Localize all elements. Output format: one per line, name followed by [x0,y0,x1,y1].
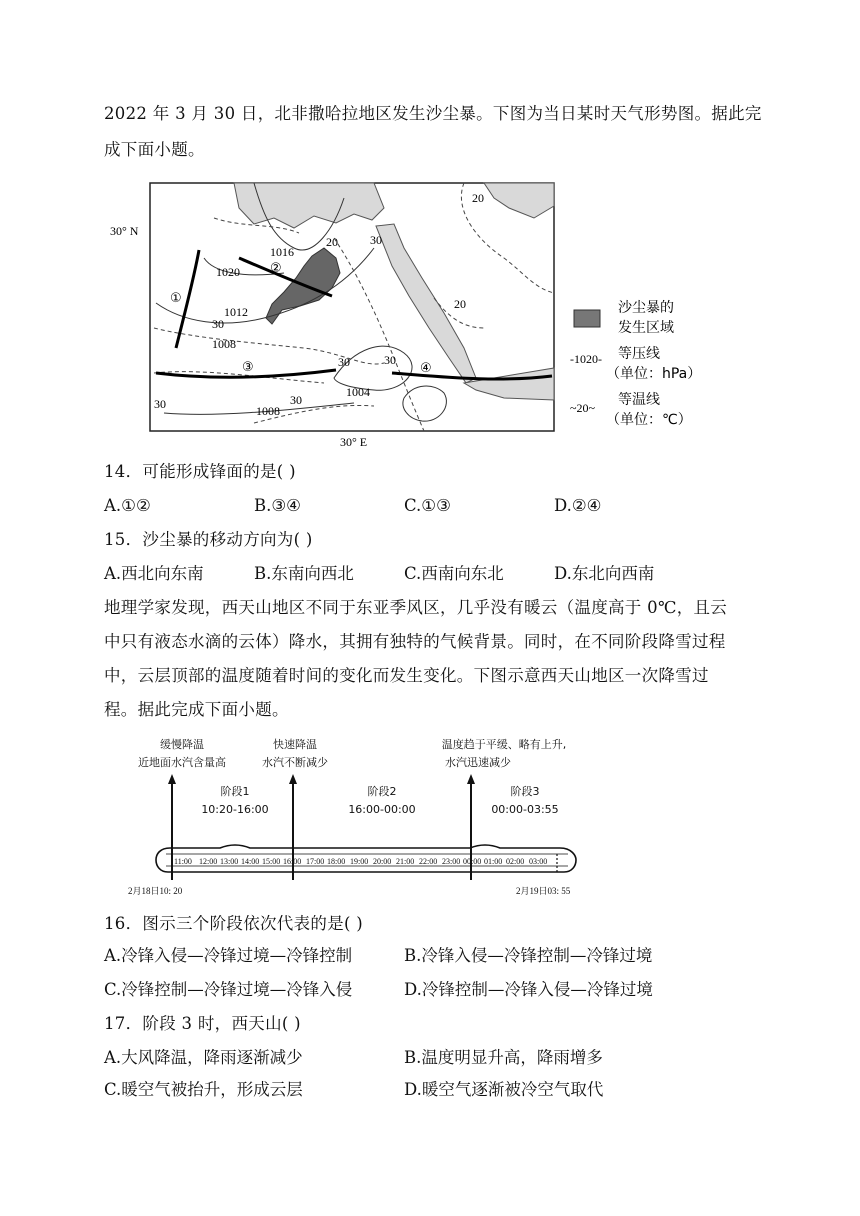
hour-label: 23:00 [442,857,461,866]
isobar-label: 1008 [212,337,236,351]
timeline-start-label: 2月18日10: 20 [128,886,183,896]
arrow-head [467,774,475,784]
stage1-name: 阶段1 [220,785,250,798]
q16-option-b[interactable]: B.冷锋入侵—冷锋控制—冷锋过境 [404,946,653,965]
isotherm-label: 30 [290,393,302,407]
q17-stem: 17．阶段 3 时，西天山( ) [104,1014,301,1033]
note2-line1: 快速降温 [273,738,317,751]
legend-dust-line1: 沙尘暴的 [618,300,674,316]
zone-label-2: ② [270,261,282,276]
q14-option-d[interactable]: D.②④ [554,496,602,515]
isotherm-label: 30 [370,233,382,247]
zone-label-3: ③ [242,360,254,375]
isotherm-label: 30 [384,353,396,367]
isobar-label: 1016 [270,245,294,259]
stage1-time: 10:20-16:00 [201,803,269,816]
note3-line2: 水汽迅速减少 [445,756,511,769]
intro1-line1: 2022 年 3 月 30 日，北非撒哈拉地区发生沙尘暴。下图为当日某时天气形势图。据此完 [104,104,762,123]
stage3-name: 阶段3 [510,785,540,798]
q14-option-b[interactable]: B.③④ [254,496,301,515]
legend-isotherm-line2: （单位：℃） [606,412,692,428]
zone-label-4: ④ [420,361,432,376]
q17-option-d[interactable]: D.暖空气逐渐被冷空气取代 [404,1080,604,1099]
q15-option-b[interactable]: B.东南向西北 [254,564,354,583]
legend-isotherm-line1: 等温线 [618,392,660,408]
hour-label: 03:00 [529,857,548,866]
q16-stem: 16．图示三个阶段依次代表的是( ) [104,914,364,933]
intro2-line3: 中，云层顶部的温度随着时间的变化而发生变化。下图示意西天山地区一次降雪过 [104,666,709,685]
q15-option-d[interactable]: D.东北向西南 [554,564,655,583]
q14-option-a[interactable]: A.①② [104,496,151,515]
weather-map-figure [104,178,724,450]
lon-label: 30° E [340,435,368,449]
isotherm-label: 30 [154,397,166,411]
hour-label: 02:00 [506,857,525,866]
stage2-time: 16:00-00:00 [348,803,416,816]
q15-option-a[interactable]: A.西北向东南 [104,564,204,583]
isotherm-label: 30 [212,317,224,331]
q16-option-c[interactable]: C.冷锋控制—冷锋过境—冷锋入侵 [104,980,353,999]
hour-label: 21:00 [396,857,415,866]
hour-label: 13:00 [220,857,239,866]
note2-line2: 水汽不断减少 [262,756,328,769]
zone-label-1: ① [170,291,182,306]
hour-label: 01:00 [484,857,503,866]
intro2-line1: 地理学家发现，西天山地区不同于东亚季风区，几乎没有暖云（温度高于 0℃，且云 [104,598,728,617]
stage3-time: 00:00-03:55 [491,803,559,816]
lat-label: 30° N [110,224,139,238]
q17-option-c[interactable]: C.暖空气被抬升，形成云层 [104,1080,303,1099]
hour-label: 16:00 [283,857,302,866]
q14-stem: 14．可能形成锋面的是( ) [104,462,296,481]
q17-option-b[interactable]: B.温度明显升高，降雨增多 [404,1048,603,1067]
isobar-label: 1004 [346,385,370,399]
legend-isobar-sample: -1020- [570,352,602,366]
legend-dust-swatch [574,310,600,327]
hour-label: 19:00 [350,857,369,866]
hour-label: 12:00 [199,857,218,866]
hour-label: 11:00 [174,857,192,866]
intro2-line2: 中只有液态水滴的云体）降水，其拥有独特的气候背景。同时，在不同阶段降雪过程 [104,632,726,651]
isotherm-label: 30 [338,355,350,369]
legend-dust-line2: 发生区域 [618,320,674,336]
legend-isobar-line1: 等压线 [618,346,660,362]
q14-option-c[interactable]: C.①③ [404,496,451,515]
hour-label: 18:00 [327,857,346,866]
isotherm-label: 20 [454,297,466,311]
snowfall-timeline-figure [120,730,590,900]
q16-option-d[interactable]: D.冷锋控制—冷锋入侵—冷锋过境 [404,980,653,999]
q15-option-c[interactable]: C.西南向东北 [404,564,504,583]
hour-label: 17:00 [306,857,325,866]
hour-label: 20:00 [373,857,392,866]
arrow-head [289,774,297,784]
q15-stem: 15．沙尘暴的移动方向为( ) [104,530,313,549]
intro1-line2: 成下面小题。 [104,140,205,159]
note1-line1: 缓慢降温 [160,738,204,751]
q16-option-a[interactable]: A.冷锋入侵—冷锋过境—冷锋控制 [104,946,353,965]
isobar-label: 1012 [224,305,248,319]
legend-isotherm-sample: ~20~ [570,401,595,415]
hour-label: 22:00 [419,857,438,866]
hour-label: 14:00 [241,857,260,866]
hour-label: 00:00 [463,857,482,866]
isotherm-label: 20 [326,235,338,249]
hour-label: 15:00 [262,857,281,866]
note3-line1: 温度趋于平缓、略有上升, [441,738,567,751]
legend-isobar-line2: （单位：hPa） [606,366,702,382]
isotherm-label: 20 [472,191,484,205]
arrow-head [168,774,176,784]
q17-option-a[interactable]: A.大风降温，降雨逐渐减少 [104,1048,303,1067]
isobar-label: 1008 [256,404,280,418]
stage2-name: 阶段2 [367,785,397,798]
intro2-line4: 程。据此完成下面小题。 [104,700,289,719]
note1-line2: 近地面水汽含量高 [138,756,226,769]
timeline-end-label: 2月19日03: 55 [516,886,571,896]
isobar-label: 1020 [216,265,240,279]
